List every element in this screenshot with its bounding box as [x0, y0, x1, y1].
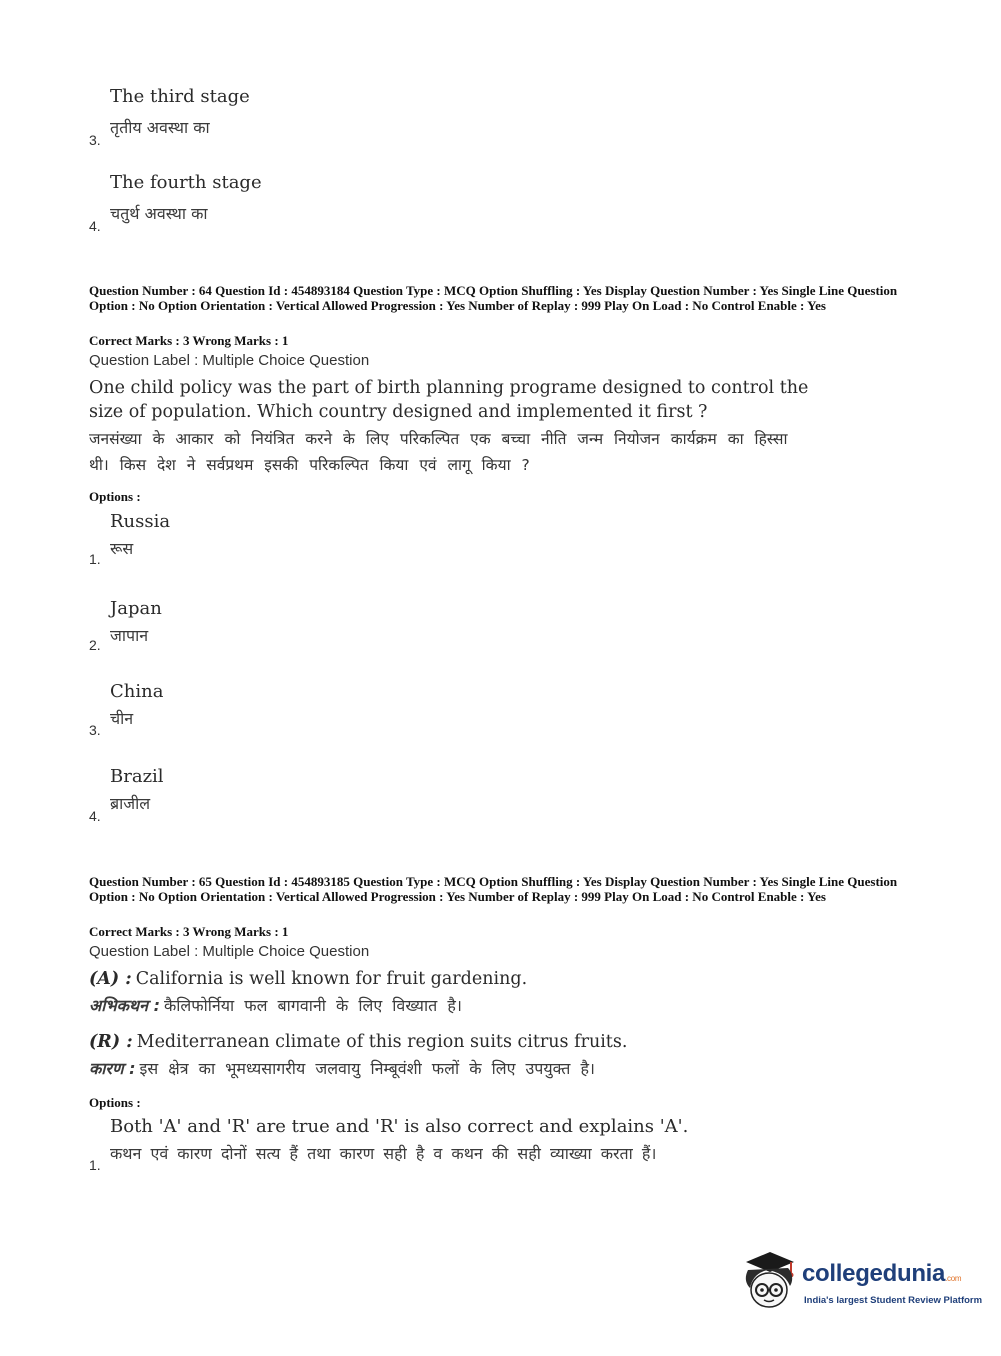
q65-options-label: Options : — [89, 1095, 141, 1110]
q65-question-label: Question Label : Multiple Choice Question — [89, 943, 370, 960]
assertion-text: California is well known for fruit gardening. — [135, 969, 528, 989]
brand-dotcom: .com — [945, 1274, 962, 1283]
reason-text: Mediterranean climate of this region suits citrus fruits. — [136, 1032, 628, 1052]
q64-metadata: Question Number : 64 Question Id : 454893184 Question Type : MCQ Option Shuffling : Yes Display Question Number : Yes Single Line Question Option : No Option Orientation : Vertical Allowed Progression : Yes Number of Replay : 999 Play On Load : No Control Enable : Yes — [89, 283, 898, 313]
mascot-logo-icon — [738, 1248, 800, 1312]
q64-question-label: Question Label : Multiple Choice Question — [89, 352, 370, 369]
q64-options-label: Options : — [89, 489, 141, 504]
option-3-number: 3. — [89, 132, 101, 148]
q65-assertion-hindi — [89, 995, 462, 1017]
q64-option-3-english[interactable]: China — [110, 681, 164, 702]
q64-option-2-number: 2. — [89, 637, 101, 653]
q64-option-4-hindi[interactable]: ब्राजील — [110, 794, 151, 813]
option-4-hindi: चतुर्थ अवस्था का — [110, 204, 208, 223]
option-4-english: The fourth stage — [110, 172, 262, 193]
option-3-english: The third stage — [110, 86, 250, 107]
q65-option-1-number: 1. — [89, 1157, 101, 1173]
q65-assertion-english — [89, 968, 527, 990]
q64-option-3-number: 3. — [89, 722, 101, 738]
q65-reason-english — [89, 1031, 627, 1053]
q64-option-4-number: 4. — [89, 808, 101, 824]
assertion-tag: (A) : — [89, 969, 132, 989]
option-4-number: 4. — [89, 218, 101, 234]
q64-option-1-number: 1. — [89, 551, 101, 567]
q65-marks: Correct Marks : 3 Wrong Marks : 1 — [89, 924, 289, 939]
brand-tagline: India's largest Student Review Platform — [804, 1295, 983, 1306]
reason-tag-hindi: कारण : — [89, 1059, 136, 1078]
q64-question-text-hindi: जनसंख्या के आकार को नियंत्रित करने के लिए परिकल्पित एक बच्चा नीति जन्म नियोजन कार्यक्रम का हिस्सा थी। किस देश ने सर्वप्रथम इसकी परिकल्पित किया एवं लागू किया ? — [89, 430, 788, 474]
assertion-text-hindi: कैलिफोर्निया फल बागवानी के लिए विख्यात है। — [163, 996, 462, 1015]
q65-reason-hindi — [89, 1058, 595, 1080]
brand-wordmark: collegedunia — [802, 1260, 946, 1287]
q64-option-2-hindi[interactable]: जापान — [110, 626, 149, 645]
reason-text-hindi: इस क्षेत्र का भूमध्यसागरीय जलवायु निम्बूवंशी फलों के लिए उपयुक्त है। — [139, 1059, 595, 1078]
q64-option-4-english[interactable]: Brazil — [110, 766, 164, 787]
q65-metadata: Question Number : 65 Question Id : 454893185 Question Type : MCQ Option Shuffling : Yes Display Question Number : Yes Single Line Question Option : No Option Orientation : Vertical Allowed Progression : Yes Number of Replay : 999 Play On Load : No Control Enable : Yes — [89, 874, 898, 904]
q65-option-1-english[interactable]: Both 'A' and 'R' are true and 'R' is also correct and explains 'A'. — [110, 1116, 689, 1137]
option-3-hindi: तृतीय अवस्था का — [110, 118, 210, 137]
collegedunia-watermark — [738, 1248, 983, 1316]
q64-marks: Correct Marks : 3 Wrong Marks : 1 — [89, 333, 289, 348]
q64-option-2-english[interactable]: Japan — [110, 598, 162, 619]
q64-option-3-hindi[interactable]: चीन — [110, 709, 134, 728]
reason-tag: (R) : — [89, 1032, 133, 1052]
assertion-tag-hindi: अभिकथन : — [89, 996, 160, 1015]
brand-name — [802, 1260, 961, 1288]
q65-option-1-hindi[interactable]: कथन एवं कारण दोनों सत्य हैं तथा कारण सही है व कथन की सही व्याख्या करता हैं। — [110, 1144, 657, 1163]
q64-option-1-english[interactable]: Russia — [110, 511, 171, 532]
q64-option-1-hindi[interactable]: रूस — [110, 539, 134, 558]
q64-question-text-english: One child policy was the part of birth planning programe designed to control the size of population. Which country designed and implemented it first ? — [89, 378, 809, 422]
